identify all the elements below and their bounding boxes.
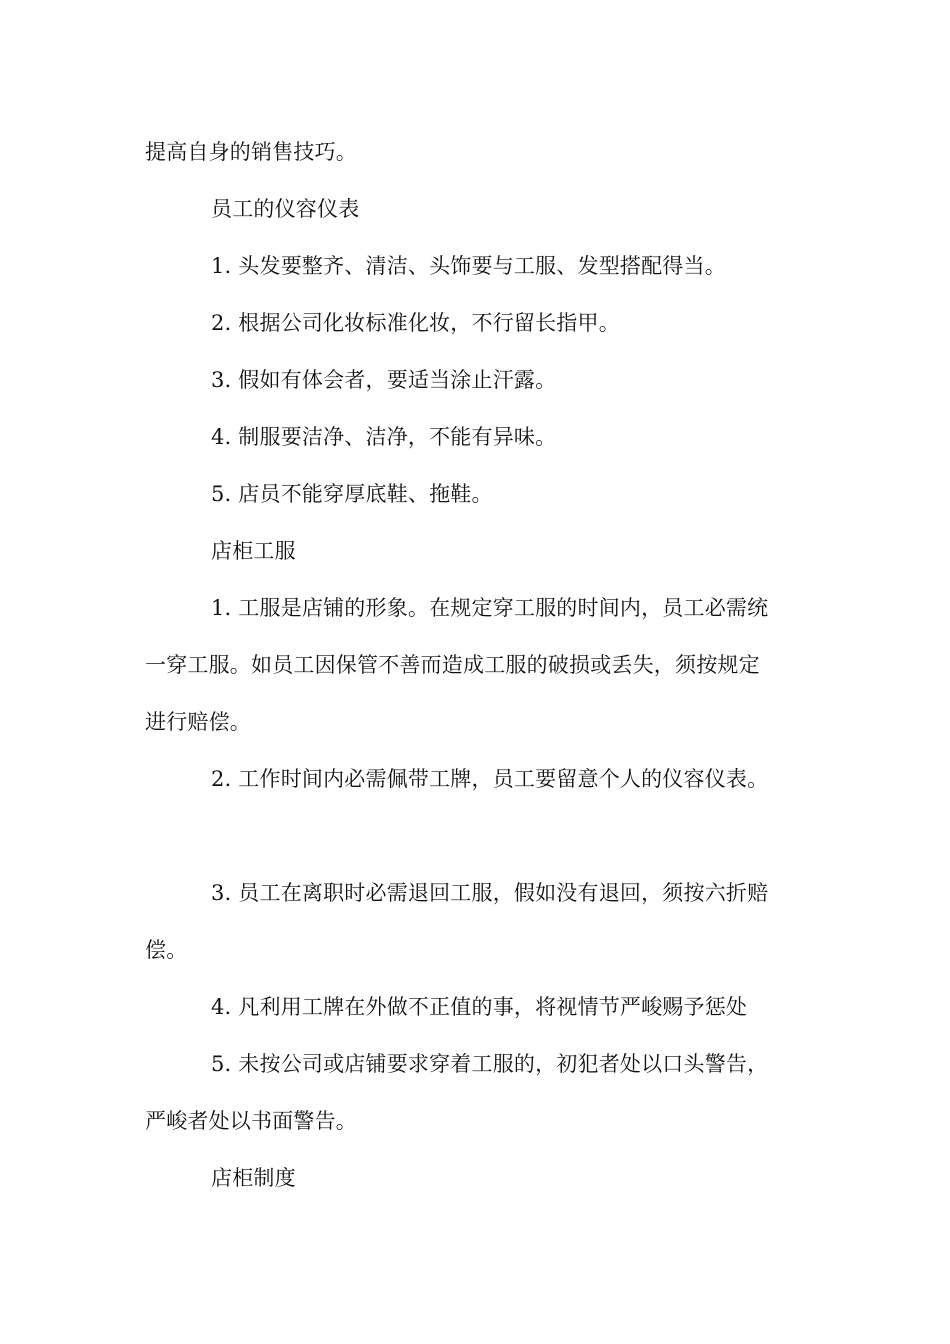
list-item-continuation: 进行赔偿。 [145,710,251,734]
list-item: 2. 根据公司化妆标准化妆，不行留长指甲。 [211,311,620,335]
list-item: 5. 未按公司或店铺要求穿着工服的，初犯者处以口头警告， [211,1052,769,1076]
list-item-continuation: 一穿工服。如员工因保管不善而造成工服的破损或丢失，须按规定 [145,653,760,677]
list-item: 5. 店员不能穿厚底鞋、拖鞋。 [211,482,493,506]
list-item: 2. 工作时间内必需佩带工牌，员工要留意个人的仪容仪表。 [211,767,769,791]
list-item: 4. 凡利用工牌在外做不正值的事，将视情节严峻赐予惩处 [211,995,748,1019]
section-heading-appearance: 员工的仪容仪表 [211,197,360,221]
list-item: 3. 员工在离职时必需退回工服，假如没有退回，须按六折赔 [211,881,769,905]
section-heading-rules: 店柜制度 [211,1166,296,1190]
section-heading-uniform: 店柜工服 [211,539,296,563]
list-item: 3. 假如有体会者，要适当涂止汗露。 [211,368,557,392]
paragraph-line: 提高自身的销售技巧。 [145,140,357,164]
list-item-continuation: 偿。 [145,938,188,962]
list-item: 1. 头发要整齐、清洁、头饰要与工服、发型搭配得当。 [211,254,726,278]
list-item: 1. 工服是店铺的形象。在规定穿工服的时间内，员工必需统 [211,596,769,620]
list-item: 4. 制服要洁净、洁净，不能有异味。 [211,425,557,449]
list-item-continuation: 严峻者处以书面警告。 [145,1109,357,1133]
